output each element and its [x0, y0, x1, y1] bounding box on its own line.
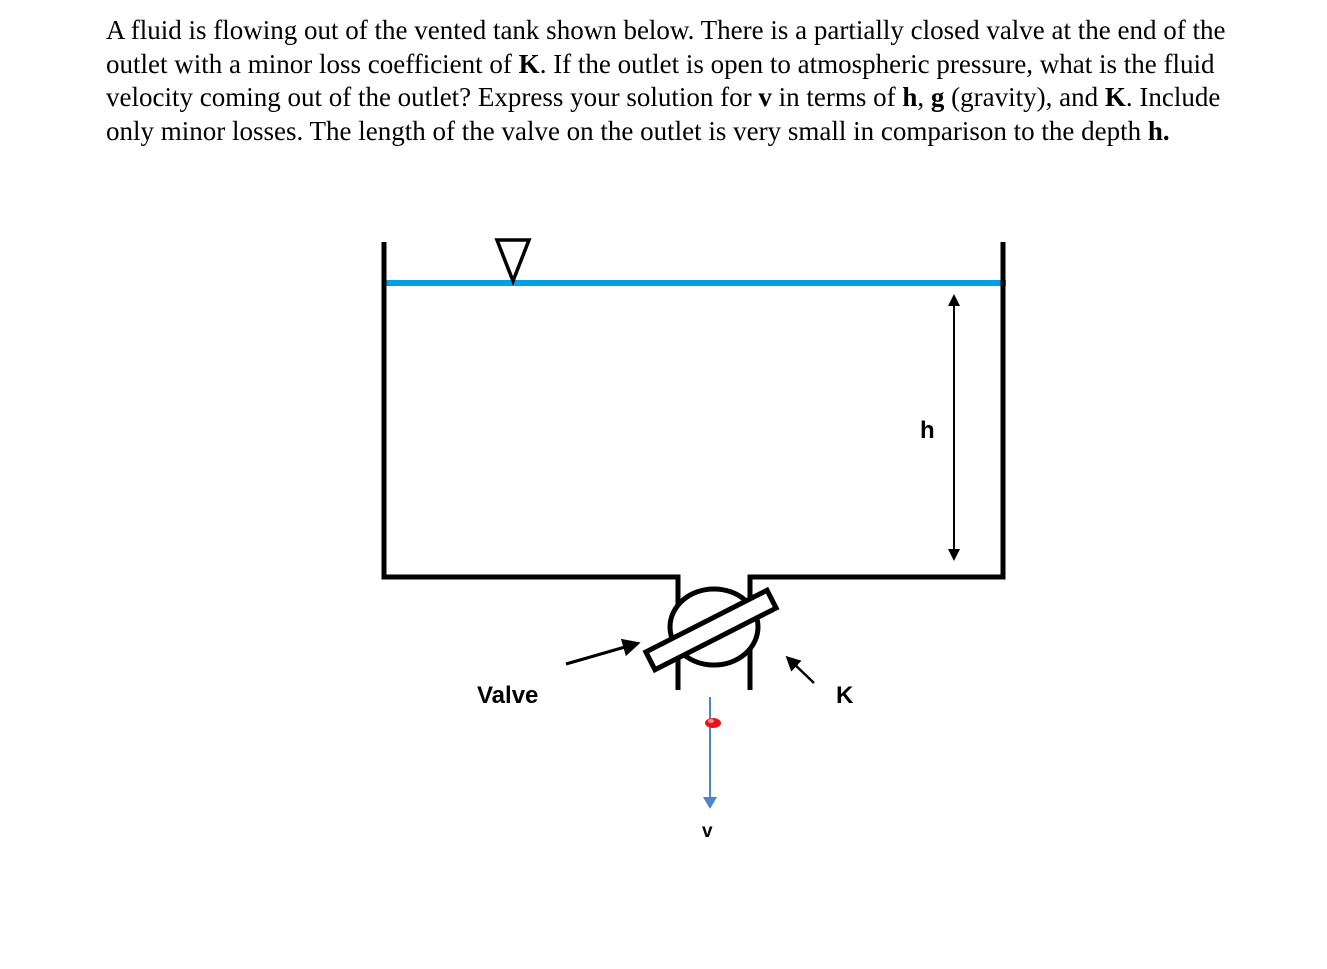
velocity-arrow	[703, 697, 717, 809]
bold-variable: h.	[1147, 115, 1170, 146]
problem-text-segment: . If the outlet is open to atmospheric pressure, what is the fluid velocity coming out of the outlet? Express your solution for	[106, 48, 1215, 112]
k-label: K	[836, 682, 854, 709]
problem-text-segment: A fluid is flowing out of the vented tank shown below. There is a partially closed valve at the end of the outlet with a minor loss coefficient of	[106, 15, 1226, 79]
problem-text-segment: . Include only minor losses. The length of the valve on the outlet is very small in comparison to the depth	[106, 82, 1221, 146]
tank-wall-right	[750, 242, 1003, 690]
valve-label: Valve	[477, 682, 539, 709]
bold-variable: v	[758, 82, 772, 112]
problem-text-segment: (gravity), and	[944, 82, 1105, 112]
bold-variable: K	[518, 48, 540, 79]
height-label: h	[920, 417, 935, 444]
valve-icon	[646, 589, 776, 670]
problem-text-segment: in terms of	[771, 82, 903, 112]
free-surface-icon	[497, 240, 529, 281]
bold-variable: K	[1104, 82, 1126, 112]
valve-pointer-arrow	[566, 645, 632, 664]
problem-text-segment: ,	[917, 82, 931, 112]
tank-wall-left	[384, 242, 678, 690]
k-pointer-arrow	[791, 661, 814, 683]
velocity-label: v	[702, 821, 713, 842]
bold-variable: g	[930, 82, 945, 112]
droplet-icon	[705, 718, 721, 728]
bold-variable: h	[902, 82, 918, 112]
